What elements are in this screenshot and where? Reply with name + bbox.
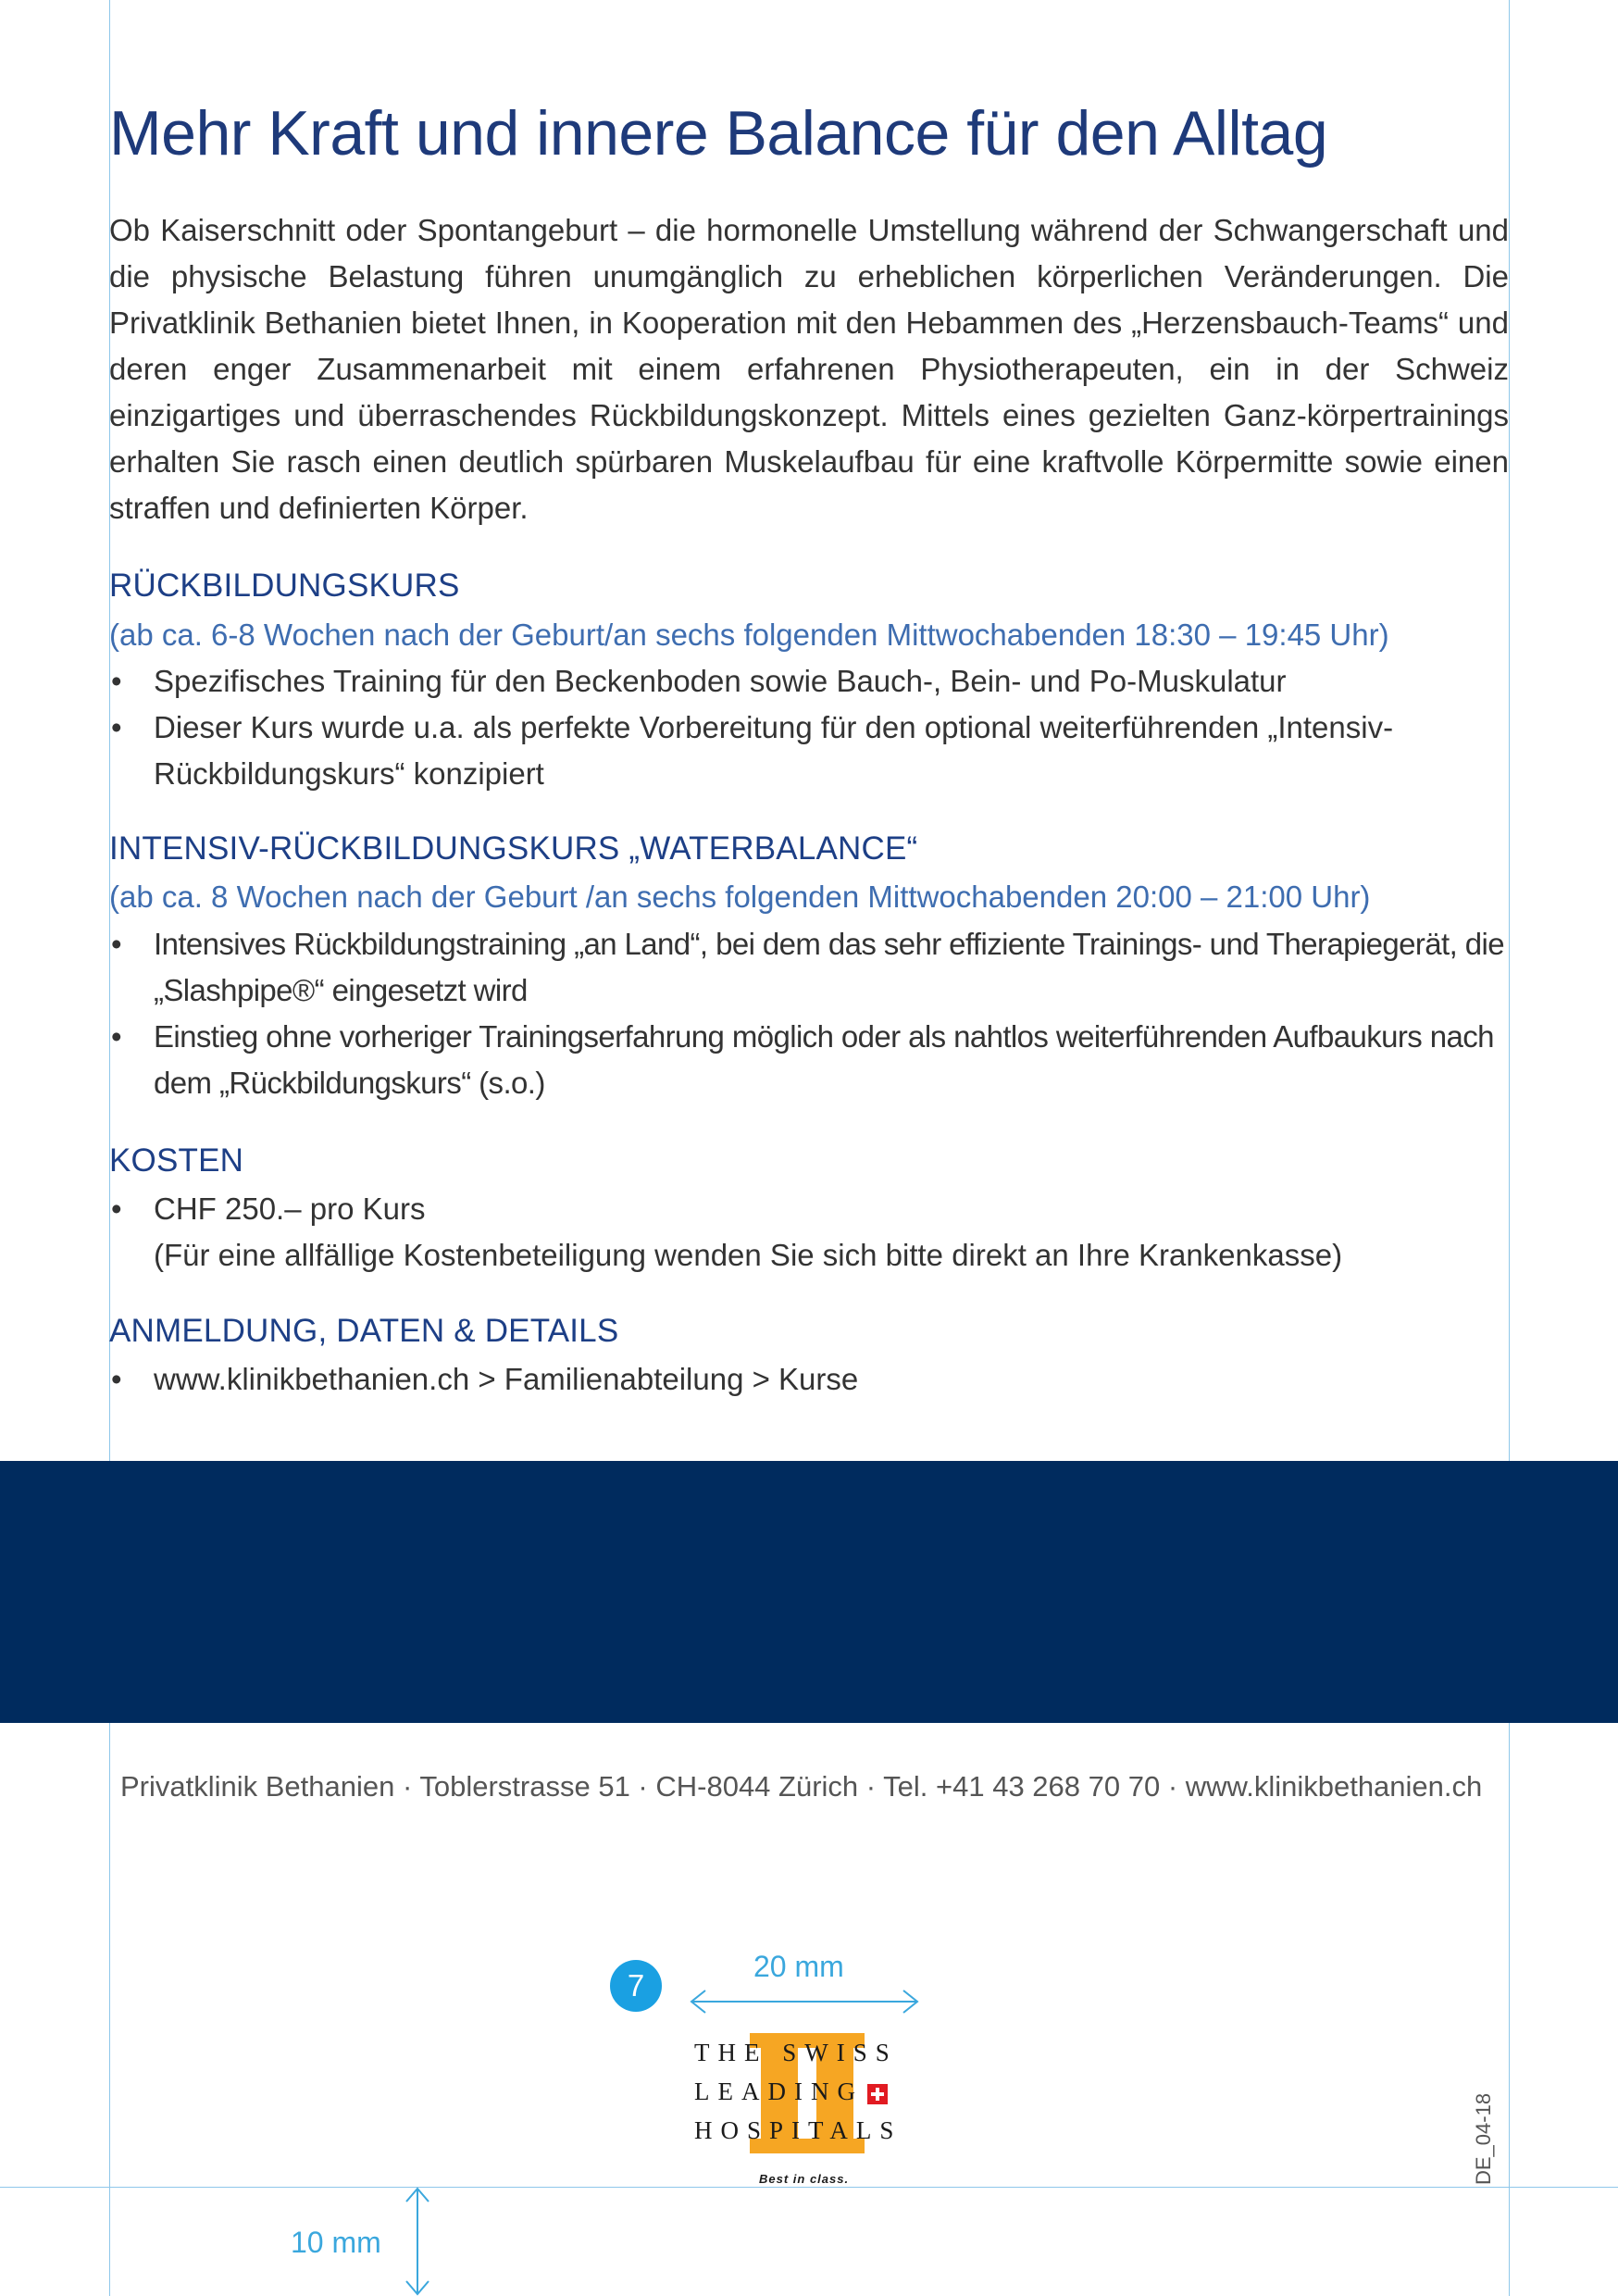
logo-tagline: Best in class.	[759, 2172, 850, 2186]
document-code: DE_04-18	[1472, 2092, 1495, 2185]
logo-row-2: LEADING	[694, 2078, 926, 2106]
bullet-list-intensiv	[109, 921, 1509, 1106]
footer-address: Privatklinik Bethanien · Toblerstrasse 51 · CH-8044 Zürich · Tel. +41 43 268 70 70 · www.klinikbethanien.ch	[120, 1770, 1483, 1803]
dimension-label-width: 20 mm	[753, 1950, 844, 1983]
navy-band	[0, 1461, 1618, 1723]
margin-guide-right	[1509, 0, 1510, 2296]
logo-row-1: THE SWISS	[694, 2039, 898, 2066]
bullet-list-anmeldung	[109, 1356, 1509, 1403]
dimension-arrow-horizontal-icon	[689, 1987, 920, 2016]
swiss-leading-hospitals-logo	[694, 2033, 926, 2189]
registration-link[interactable]: www.klinikbethanien.ch > Familienabteilung > Kurse	[154, 1362, 859, 1396]
dimension-label-height: 10 mm	[291, 2226, 381, 2259]
section-heading-anmeldung: ANMELDUNG, DATEN & DETAILS	[109, 1313, 619, 1349]
page-title: Mehr Kraft und innere Balance für den Alltag	[109, 98, 1328, 168]
section-subtitle-intensiv: (ab ca. 8 Wochen nach der Geburt /an sechs folgenden Mittwochabenden 20:00 – 21:00 Uhr)	[109, 880, 1371, 914]
list-item: • Spezifisches Training für den Beckenboden sowie Bauch-, Bein- und Po-Muskulatur	[111, 664, 1287, 698]
section-subtitle-rueckbildungskurs: (ab ca. 6-8 Wochen nach der Geburt/an sechs folgenden Mittwochabenden 18:30 – 19:45 Uhr)	[109, 618, 1389, 652]
list-item: • Dieser Kurs wurde u.a. als perfekte Vorbereitung für den optional weiterführenden „Intensiv-Rückbildungskurs“ konzipiert	[111, 710, 1394, 791]
bullet-list-kosten	[109, 1186, 1509, 1279]
swiss-cross-icon	[867, 2084, 888, 2104]
section-heading-rueckbildungskurs: RÜCKBILDUNGSKURS	[109, 568, 460, 604]
section-heading-intensiv: INTENSIV-RÜCKBILDUNGSKURS „WATERBALANCE“	[109, 830, 918, 867]
list-item: • www.klinikbethanien.ch > Familienabteilung > Kurse	[111, 1362, 859, 1396]
section-heading-kosten: KOSTEN	[109, 1142, 244, 1179]
page-number-badge: 7	[610, 1960, 662, 2012]
bullet-list-rueckbildungskurs	[109, 658, 1509, 797]
list-item: • CHF 250.– pro Kurs	[111, 1192, 426, 1226]
intro-paragraph: Ob Kaiserschnitt oder Spontangeburt – die hormonelle Umstellung während der Schwangerschaft und die physische Belastung führen unumgänglich zu erheblichen körperlichen Veränderungen. Die Privatklinik Bethanien bietet Ihnen, in Kooperation mit den Hebammen des „Herzensbauch-Teams“ und deren enger Zusammenarbeit mit einem erfahrenen Physiotherapeuten, ein in der Schweiz einzigartiges und überraschendes Rückbildungskonzept. Mittels eines gezielten Ganz-körpertrainings erhalten Sie rasch einen deutlich spürbaren Muskelaufbau für eine kraftvolle Körpermitte sowie einen straffen und definierten Körper.	[109, 213, 1509, 525]
dimension-arrow-vertical-icon	[402, 2187, 433, 2296]
list-item: • Einstieg ohne vorheriger Trainingserfahrung möglich oder als nahtlos weiterführenden Aufbaukurs nach dem „Rückbildungskurs“ (s.o.)	[111, 1019, 1494, 1100]
list-item: • Intensives Rückbildungstraining „an Land“, bei dem das sehr effiziente Trainings- und Therapiegerät, die „Slashpipe®“ eingesetzt wird	[111, 927, 1504, 1007]
list-item: (Für eine allfällige Kostenbeteiligung wenden Sie sich bitte direkt an Ihre Krankenkasse)	[154, 1238, 1343, 1272]
logo-row-3: HOSPITALS	[694, 2116, 902, 2144]
